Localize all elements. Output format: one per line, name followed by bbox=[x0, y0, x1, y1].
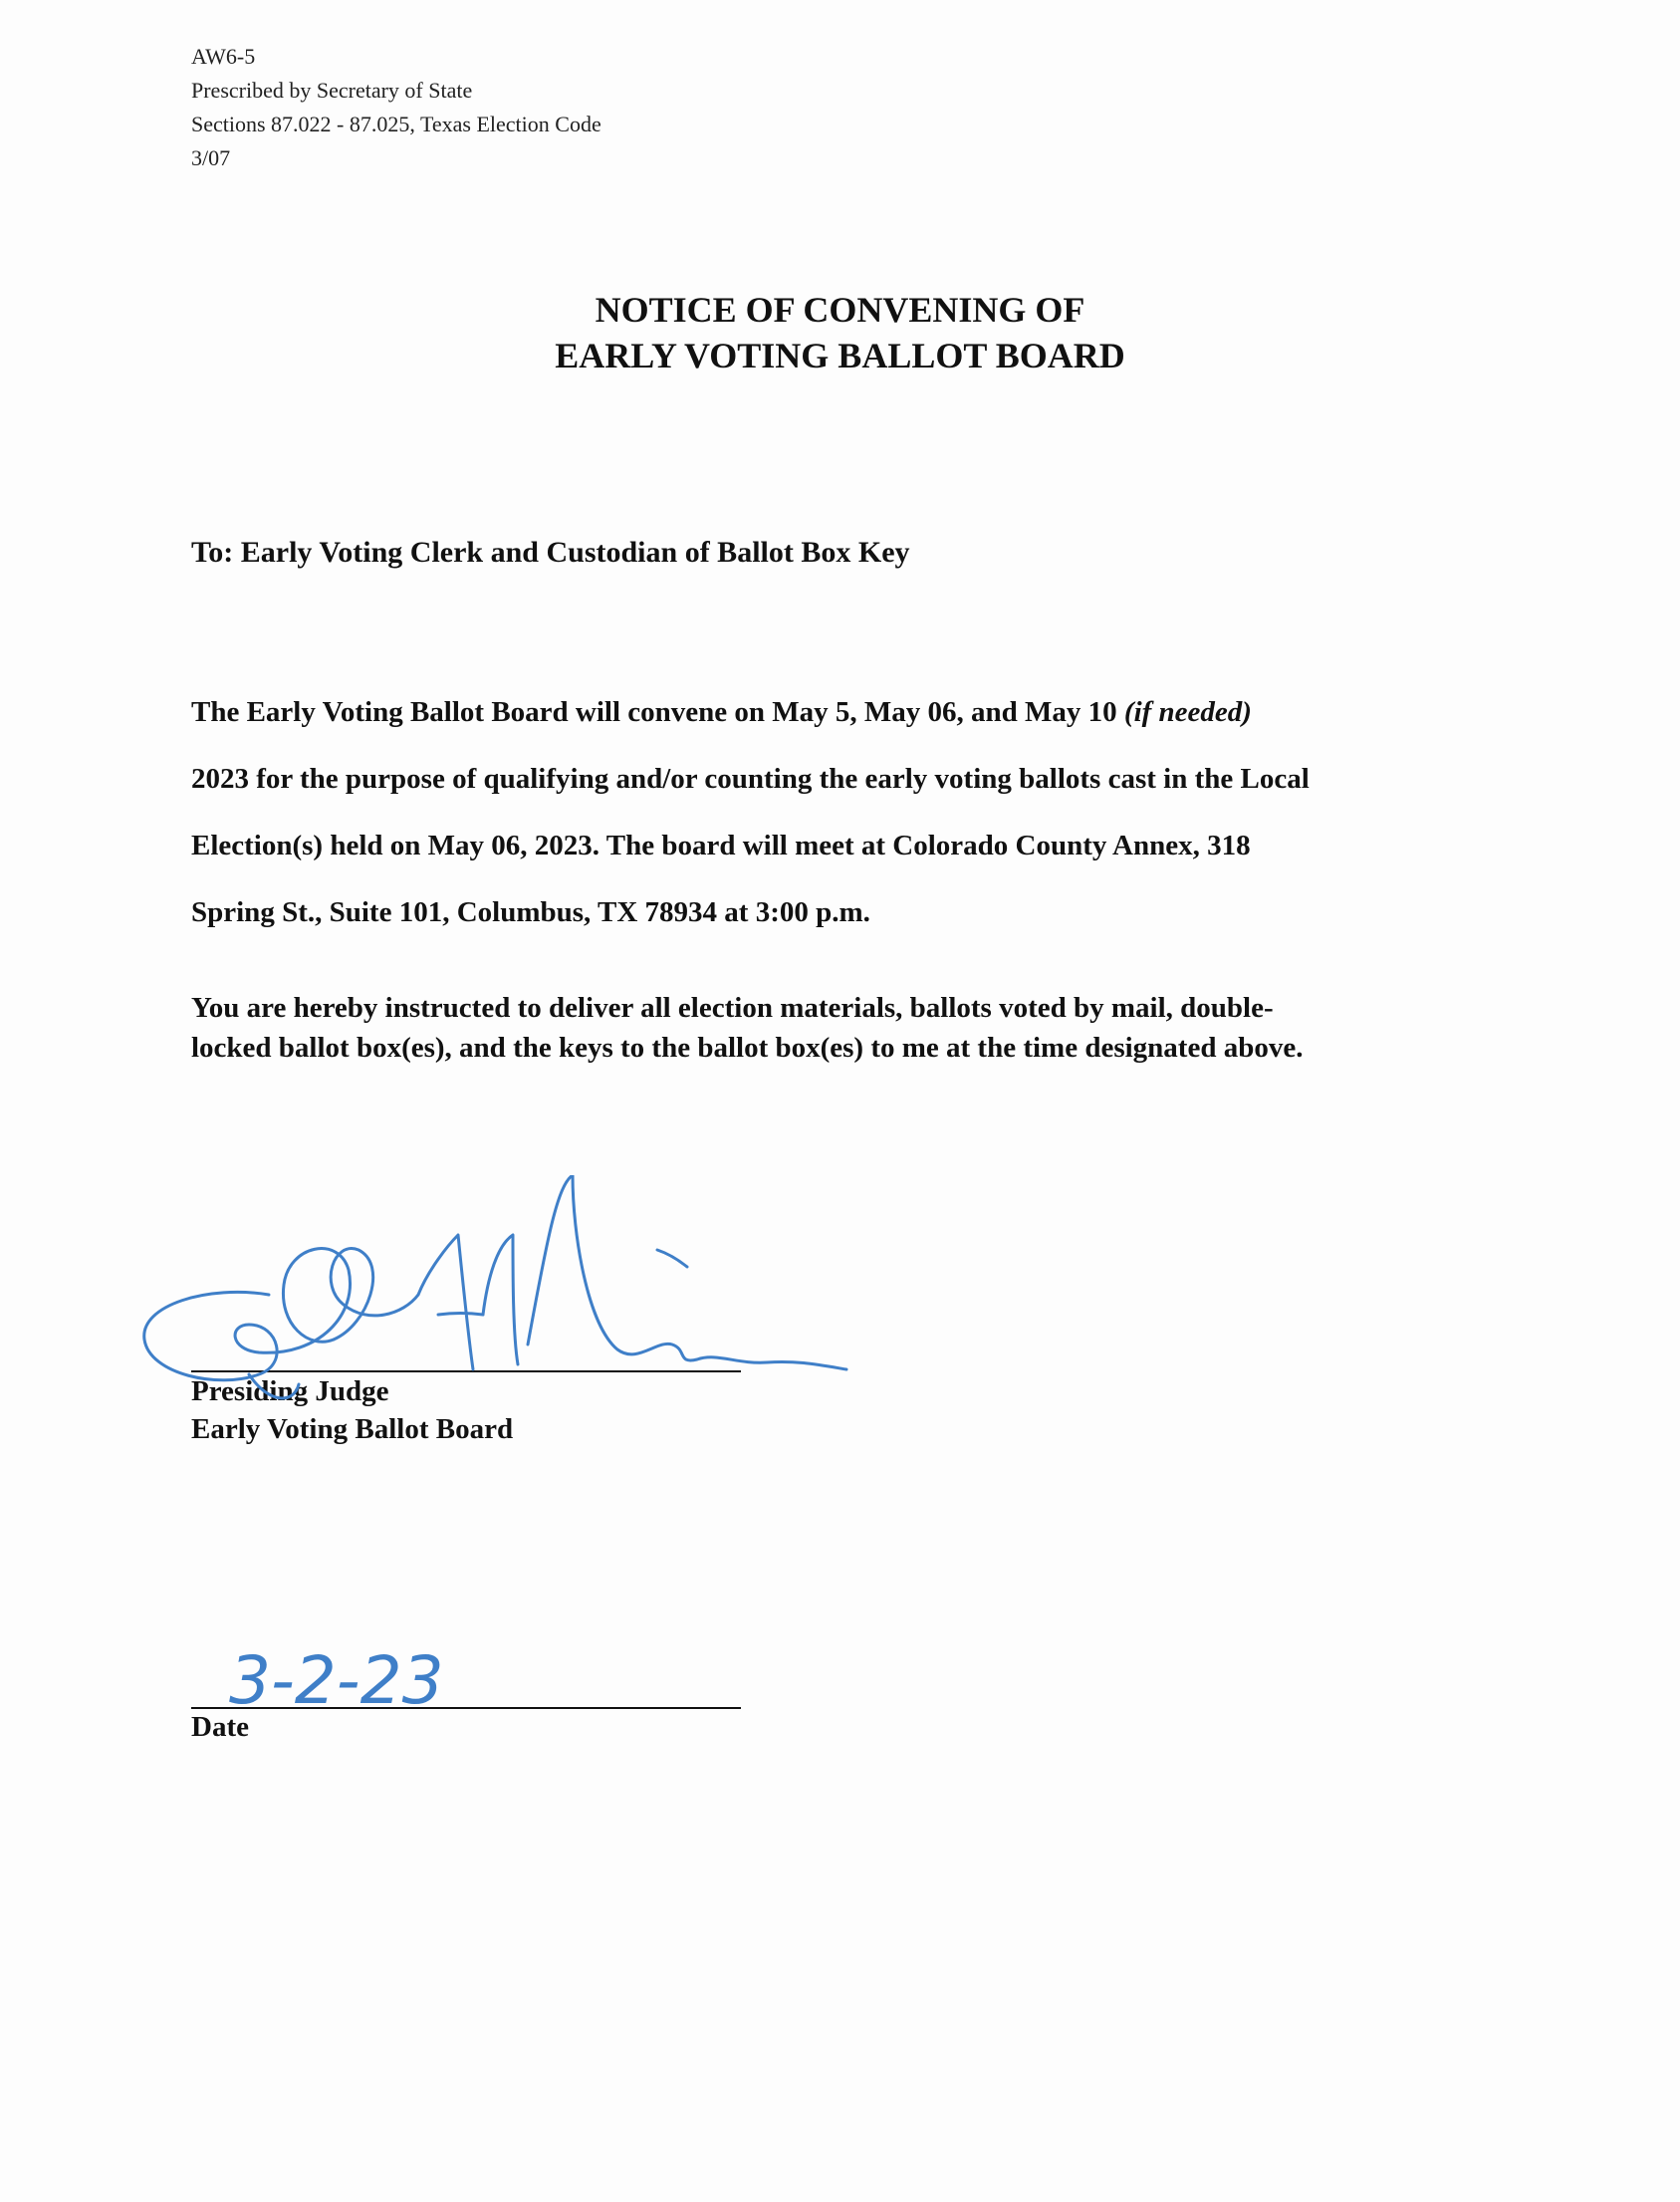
instruction-paragraph bbox=[191, 988, 1506, 1068]
presiding-judge-label: Presiding Judge bbox=[191, 1375, 389, 1407]
form-header-meta bbox=[191, 40, 601, 175]
title-line-1: NOTICE OF CONVENING OF bbox=[595, 290, 1085, 330]
paragraph-line-2: 2023 for the purpose of qualifying and/or counting the early voting ballots cast in the Local bbox=[191, 763, 1310, 795]
if-needed-note: (if needed) bbox=[1123, 696, 1252, 728]
paragraph-line-1 bbox=[191, 679, 1506, 746]
prescribed-by: Prescribed by Secretary of State bbox=[191, 78, 473, 103]
handwritten-signature bbox=[120, 1175, 876, 1414]
statute-sections: Sections 87.022 - 87.025, Texas Election Code bbox=[191, 112, 601, 136]
form-revision: 3/07 bbox=[191, 145, 231, 170]
paragraph-line-1-text: The Early Voting Ballot Board will convene on May 5, May 06, and May 10 bbox=[191, 696, 1124, 728]
document-title bbox=[0, 287, 1680, 378]
date-label: Date bbox=[191, 1711, 249, 1743]
convening-paragraph bbox=[191, 679, 1506, 946]
instruction-line-2: locked ballot box(es), and the keys to the ballot box(es) to me at the time designated above. bbox=[191, 1032, 1304, 1064]
form-number: AW6-5 bbox=[191, 44, 256, 69]
handwritten-date bbox=[229, 1633, 528, 1723]
paragraph-line-4: Spring St., Suite 101, Columbus, TX 78934 at 3:00 p.m. bbox=[191, 896, 870, 928]
title-line-2: EARLY VOTING BALLOT BOARD bbox=[555, 336, 1125, 375]
paragraph-line-3: Election(s) held on May 06, 2023. The board will meet at Colorado County Annex, 318 bbox=[191, 830, 1251, 861]
addressee-line: To: Early Voting Clerk and Custodian of Ballot Box Key bbox=[191, 536, 910, 569]
board-label: Early Voting Ballot Board bbox=[191, 1413, 514, 1445]
handwritten-date-text: 3-2-23 bbox=[229, 1642, 444, 1719]
instruction-line-1: You are hereby instructed to deliver all election materials, ballots voted by mail, double- bbox=[191, 992, 1274, 1024]
